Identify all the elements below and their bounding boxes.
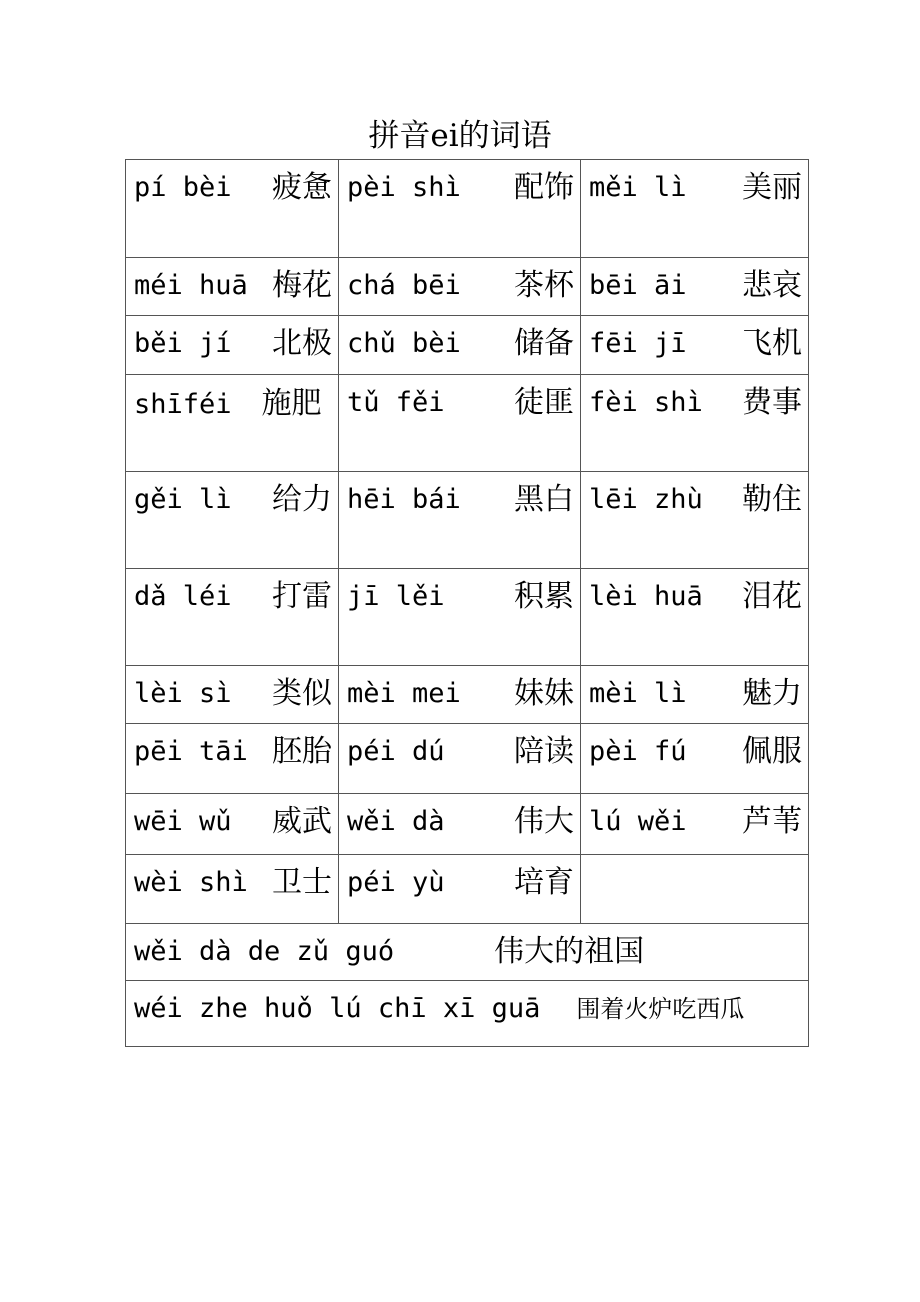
word-entry <box>347 575 580 619</box>
table-row <box>126 666 809 724</box>
word-entry <box>347 861 580 905</box>
phrase-entry <box>134 987 808 1031</box>
word-entry <box>589 730 808 774</box>
word-entry <box>134 730 338 774</box>
pinyin-text: péi dú <box>347 736 445 767</box>
word-cell <box>126 794 339 855</box>
hanzi-text: 梅花 <box>272 268 332 303</box>
table-row <box>126 160 809 258</box>
phrase-pinyin: wéi zhe huǒ lú chī xī guā <box>134 993 541 1024</box>
word-cell <box>339 794 581 855</box>
table-row <box>126 724 809 794</box>
phrase-cell <box>126 981 809 1047</box>
word-table <box>125 159 809 1047</box>
hanzi-text: 施肥 <box>261 386 322 421</box>
word-cell <box>126 258 339 316</box>
pinyin-text: měi lì <box>589 172 687 203</box>
word-cell <box>126 316 339 375</box>
word-entry <box>134 575 338 619</box>
pinyin-text: péi yù <box>347 867 445 898</box>
pinyin-text: hēi bái <box>347 484 461 515</box>
pinyin-text: mèi mei <box>347 678 461 709</box>
hanzi-text: 芦苇 <box>742 804 802 839</box>
word-entry <box>134 264 338 308</box>
hanzi-text: 培育 <box>514 865 574 900</box>
pinyin-text: fèi shì <box>589 387 703 418</box>
table-row <box>126 569 809 666</box>
word-entry <box>134 861 338 905</box>
word-cell <box>581 472 809 569</box>
word-entry <box>589 575 808 619</box>
word-entry <box>589 478 808 522</box>
page-title: 拼音ei的词语 <box>368 118 552 154</box>
pinyin-text: jī lěi <box>347 581 445 612</box>
word-cell <box>339 375 581 472</box>
word-cell <box>126 160 339 258</box>
word-cell <box>339 316 581 375</box>
pinyin-text: pēi tāi <box>134 736 248 767</box>
word-cell <box>581 316 809 375</box>
word-entry <box>347 800 580 844</box>
word-cell <box>581 724 809 794</box>
hanzi-text: 魅力 <box>742 676 802 711</box>
hanzi-text: 飞机 <box>742 326 802 361</box>
phrase-pinyin: wěi dà de zǔ guó <box>134 936 395 967</box>
word-cell <box>126 855 339 924</box>
pinyin-text: wēi wǔ <box>134 806 232 837</box>
table-row <box>126 258 809 316</box>
pinyin-text: lèi sì <box>134 678 232 709</box>
hanzi-text: 打雷 <box>272 579 332 614</box>
table-row <box>126 472 809 569</box>
word-entry <box>347 264 580 308</box>
word-cell <box>339 569 581 666</box>
phrase-row <box>126 924 809 981</box>
pinyin-text: běi jí <box>134 328 232 359</box>
hanzi-text: 卫士 <box>272 865 332 900</box>
hanzi-text: 勒住 <box>742 482 802 517</box>
word-entry <box>589 672 808 716</box>
pinyin-text: gěi lì <box>134 484 232 515</box>
word-cell <box>339 160 581 258</box>
hanzi-text: 类似 <box>272 676 332 711</box>
phrase-hanzi: 伟大的祖国 <box>494 934 645 969</box>
phrase-hanzi: 围着火炉吃西瓜 <box>576 995 745 1023</box>
hanzi-text: 悲哀 <box>742 268 802 303</box>
pinyin-text: wěi dà <box>347 806 445 837</box>
word-entry <box>589 264 808 308</box>
hanzi-text: 佩服 <box>742 734 802 769</box>
word-cell <box>126 569 339 666</box>
table-row <box>126 375 809 472</box>
word-entry <box>347 322 580 366</box>
word-cell <box>126 666 339 724</box>
word-entry <box>347 478 580 522</box>
word-cell <box>581 569 809 666</box>
hanzi-text: 积累 <box>514 579 574 614</box>
pinyin-text: dǎ léi <box>134 581 232 612</box>
pinyin-text: shīféi <box>134 389 232 420</box>
word-cell <box>339 472 581 569</box>
word-cell <box>339 724 581 794</box>
hanzi-text: 茶杯 <box>514 268 574 303</box>
word-entry <box>347 381 580 425</box>
pinyin-text: lèi huā <box>589 581 703 612</box>
word-entry <box>134 322 338 366</box>
pinyin-text: pèi shì <box>347 172 461 203</box>
word-cell <box>581 855 809 924</box>
table-row <box>126 794 809 855</box>
hanzi-text: 给力 <box>272 482 332 517</box>
word-entry <box>347 672 580 716</box>
word-entry <box>134 166 338 210</box>
word-cell <box>339 855 581 924</box>
hanzi-text: 北极 <box>272 326 332 361</box>
table-row <box>126 855 809 924</box>
pinyin-text: fēi jī <box>589 328 687 359</box>
word-cell <box>339 258 581 316</box>
word-cell <box>581 258 809 316</box>
hanzi-text: 费事 <box>742 385 802 420</box>
table-row <box>126 316 809 375</box>
phrase-cell <box>126 924 809 981</box>
phrase-entry <box>134 930 808 974</box>
word-entry <box>134 478 338 522</box>
hanzi-text: 徒匪 <box>514 385 574 420</box>
hanzi-text: 威武 <box>272 804 332 839</box>
word-entry <box>589 381 808 425</box>
pinyin-text: lú wěi <box>589 806 687 837</box>
hanzi-text: 妹妹 <box>514 676 574 711</box>
word-cell <box>581 666 809 724</box>
hanzi-text: 美丽 <box>742 170 802 205</box>
word-cell <box>126 724 339 794</box>
word-cell <box>581 375 809 472</box>
pinyin-text: chǔ bèi <box>347 328 461 359</box>
word-cell <box>339 666 581 724</box>
hanzi-text: 陪读 <box>514 734 574 769</box>
word-entry <box>589 166 808 210</box>
hanzi-text: 泪花 <box>742 579 802 614</box>
pinyin-text: lēi zhù <box>589 484 703 515</box>
word-cell <box>126 472 339 569</box>
pinyin-text: mèi lì <box>589 678 687 709</box>
hanzi-text: 黑白 <box>514 482 574 517</box>
word-entry <box>347 730 580 774</box>
hanzi-text: 配饰 <box>514 170 574 205</box>
hanzi-text: 疲惫 <box>272 170 332 205</box>
pinyin-text: wèi shì <box>134 867 248 898</box>
pinyin-text: méi huā <box>134 270 248 301</box>
word-entry <box>134 381 338 427</box>
pinyin-text: bēi āi <box>589 270 687 301</box>
word-cell <box>126 375 339 472</box>
word-entry <box>347 166 580 210</box>
hanzi-text: 伟大 <box>514 804 574 839</box>
word-cell <box>581 160 809 258</box>
word-entry <box>589 322 808 366</box>
hanzi-text: 胚胎 <box>272 734 332 769</box>
word-entry <box>589 800 808 844</box>
word-entry <box>134 800 338 844</box>
word-entry <box>134 672 338 716</box>
pinyin-text: chá bēi <box>347 270 461 301</box>
word-cell <box>581 794 809 855</box>
pinyin-text: pí bèi <box>134 172 232 203</box>
pinyin-text: pèi fú <box>589 736 687 767</box>
phrase-row <box>126 981 809 1047</box>
hanzi-text: 储备 <box>514 326 574 361</box>
pinyin-text: tǔ fěi <box>347 387 445 418</box>
